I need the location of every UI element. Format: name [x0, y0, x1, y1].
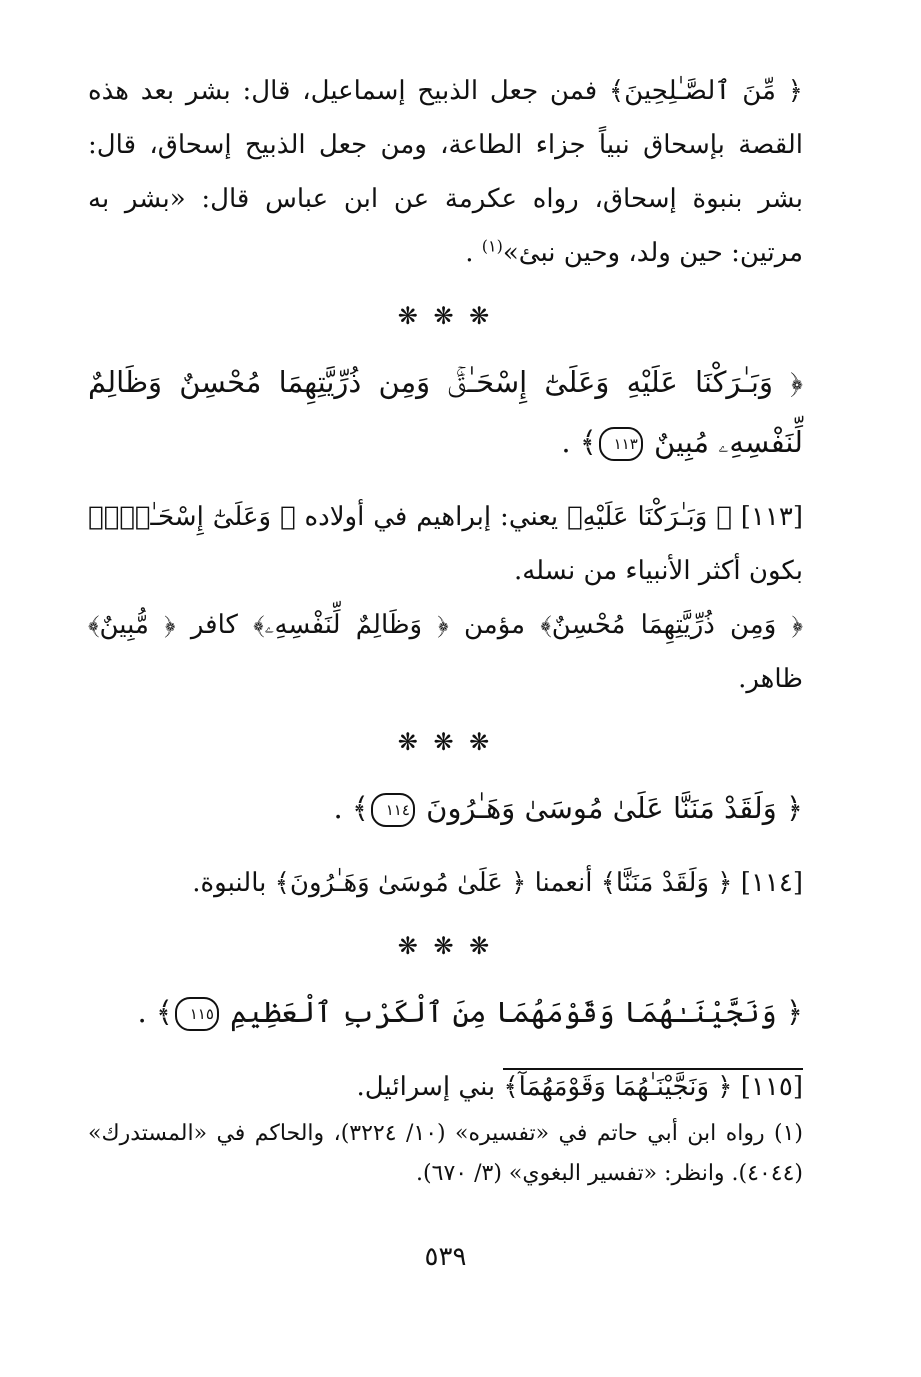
verse-115	[88, 982, 803, 1042]
footnote-divider	[503, 1068, 803, 1070]
book-page	[88, 64, 803, 1377]
verse-115-text: ﴿ وَنَجَّيْنَـٰهُمَا وَقَوْمَهُمَا مِنَ ٱلْكَرْبِ ٱلْعَظِيمِ	[230, 995, 803, 1029]
section-separator-3: ❋ ❋ ❋	[397, 932, 494, 960]
intro-paragraph	[88, 64, 803, 280]
commentary-113-line2: ﴿ وَمِن ذُرِّيَّتِهِمَا مُحْسِنٌ﴾ مؤمن ﴿ وَظَالِمٌ لِّنَفْسِهِۦ﴾ كافر ﴿ مُّبِينٌ﴾ ظاهر.	[88, 610, 803, 694]
verse-113-text: ﴿ وَبَـٰرَكْنَا عَلَيْهِ وَعَلَىٰٓ إِسْحَـٰقَۚ وَمِن ذُرِّيَّتِهِمَا مُحْسِنٌ وَظَالِمٌ لِّنَفْسِهِۦ مُبِينٌ	[88, 365, 803, 459]
verse-114-end: ﴾ .	[333, 791, 369, 825]
section-separator-1: ❋ ❋ ❋	[397, 302, 494, 330]
ayah-marker-115: ١١٥	[175, 997, 219, 1031]
intro-end: .	[465, 238, 474, 268]
commentary-113-line1: [١١٣] ﴿ وَبَـٰرَكْنَا عَلَيْهِ﴾ يعني: إبراهيم في أولاده ﴿ وَعَلَىٰٓ إِسْحَـٰقَۚ﴾ بكون أكثر الأنبياء من نسله.	[88, 502, 803, 586]
verse-113-end: ﴾ .	[561, 425, 597, 459]
page-number: ٥٣٩	[424, 1242, 467, 1272]
footnote-1: (١) رواه ابن أبي حاتم في «تفسيره» (١٠/ ٣٢٢٤)، والحاكم في «المستدرك» (٤٠٤٤). وانظر: «تفسير البغوي» (٣/ ٦٧٠).	[88, 1121, 804, 1186]
verse-115-end: ﴾ .	[137, 995, 173, 1029]
verse-114-text: ﴿ وَلَقَدْ مَنَنَّا عَلَىٰ مُوسَىٰ وَهَـٰرُونَ	[426, 791, 803, 825]
footnote-reference[interactable]: (١)	[481, 236, 503, 256]
verse-114	[88, 778, 803, 838]
intro-text: ﴿ مِّنَ ٱلصَّـٰلِحِينَ﴾ فمن جعل الذبيح إسماعيل، قال: بشر بعد هذه القصة بإسحاق نبياً جزاء الطاعة، ومن جعل الذبيح إسحاق، قال: بشر بنبوة إسحاق، رواه عكرمة عن ابن عباس قال: «بشر به مرتين: حين ولد، وحين نبئ»	[88, 76, 803, 268]
commentary-114: [١١٤] ﴿ وَلَقَدْ مَنَنَّا﴾ أنعمنا ﴿ عَلَىٰ مُوسَىٰ وَهَـٰرُونَ﴾ بالنبوة.	[192, 868, 803, 898]
ayah-marker-113: ١١٣	[599, 427, 643, 461]
ayah-marker-114: ١١٤	[371, 793, 415, 827]
verse-113	[88, 352, 803, 472]
section-separator-2: ❋ ❋ ❋	[397, 728, 494, 756]
commentary-115: [١١٥] ﴿ وَنَجَّيْنَـٰهُمَا وَقَوْمَهُمَآ﴾ بني إسرائيل.	[356, 1072, 803, 1102]
